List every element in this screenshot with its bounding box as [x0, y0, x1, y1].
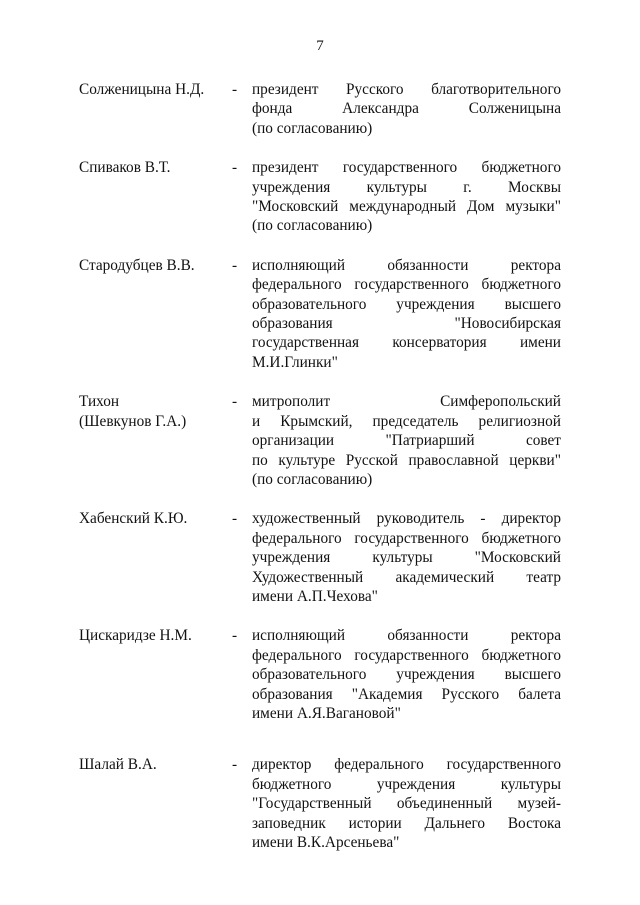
position-line: Художественный академический театр — [252, 568, 561, 586]
member-entry — [79, 626, 561, 723]
position-line: учреждения культуры "Московский — [252, 549, 561, 567]
position-line: бюджетного учреждения культуры — [252, 775, 561, 793]
member-entry — [79, 392, 561, 489]
member-position — [252, 755, 561, 852]
position-line: заповедник истории Дальнего Востока — [252, 814, 561, 832]
position-line: имени В.К.Арсеньева" — [252, 834, 400, 851]
position-line: исполняющий обязанности ректора — [252, 627, 561, 645]
page-number: 7 — [316, 38, 324, 54]
member-name-line: (Шевкунов Г.А.) — [79, 412, 187, 430]
position-line: образования "Академия Русского балета — [252, 685, 561, 703]
position-line: художественный руководитель - директор — [252, 510, 561, 528]
dash-separator: - — [232, 510, 238, 528]
dash-separator: - — [232, 159, 238, 177]
position-line: по культуре Русской православной церкви" — [252, 451, 561, 469]
position-line: фонда Александра Солженицына — [252, 100, 561, 118]
member-name: Шалай В.А. — [79, 756, 157, 774]
position-line: образования "Новосибирская — [252, 315, 561, 333]
position-line: президент государственного бюджетного — [252, 159, 561, 177]
position-line: М.И.Глинки" — [252, 353, 338, 371]
member-name — [79, 392, 232, 489]
member-name: Стародубцев В.В. — [79, 256, 195, 274]
position-line: и Крымский, председатель религиозной — [252, 412, 561, 430]
member-entry — [79, 509, 561, 606]
position-line: (по согласованию) — [252, 470, 373, 488]
position-line: (по согласованию) — [252, 119, 373, 137]
position-line: организации "Патриарший совет — [252, 432, 561, 450]
member-entry — [79, 755, 561, 852]
position-line: федерального государственного бюджетного — [252, 529, 561, 547]
position-line: образовательного учреждения высшего — [252, 666, 561, 684]
member-name: Хабенский К.Ю. — [79, 510, 188, 528]
member-entry — [79, 80, 561, 138]
position-line: имени А.Я.Вагановой" — [252, 704, 401, 722]
dash-separator: - — [232, 627, 238, 645]
position-line: митрополит Симферопольский — [252, 393, 561, 411]
position-line: федерального государственного бюджетного — [252, 276, 561, 294]
member-position — [252, 256, 561, 372]
member-position — [252, 392, 561, 489]
position-line: образовательного учреждения высшего — [252, 295, 561, 313]
member-name: Спиваков В.Т. — [79, 159, 171, 177]
dash-separator: - — [232, 393, 238, 411]
position-line: президент Русского благотворительного — [252, 81, 561, 98]
member-list — [79, 80, 561, 852]
member-position — [252, 80, 561, 138]
position-line: федерального государственного бюджетного — [252, 646, 561, 664]
position-line: (по согласованию) — [252, 217, 373, 235]
dash-separator: - — [232, 81, 238, 98]
member-name: Солженицына Н.Д. — [79, 81, 205, 98]
dash-separator: - — [232, 256, 238, 274]
member-position — [252, 509, 561, 606]
member-position — [252, 626, 561, 723]
position-line: государственная консерватория имени — [252, 334, 561, 352]
position-line: директор федерального государственного — [252, 756, 561, 774]
member-name: Цискаридзе Н.М. — [79, 627, 192, 645]
member-name-line: Тихон — [79, 393, 120, 411]
position-line: "Государственный объединенный музей- — [252, 795, 561, 813]
position-line: исполняющий обязанности ректора — [252, 256, 561, 274]
position-line: имени А.П.Чехова" — [252, 587, 378, 605]
member-entry — [79, 256, 561, 372]
dash-separator: - — [232, 756, 238, 774]
member-entry — [79, 158, 561, 236]
position-line: "Московский международный Дом музыки" — [252, 198, 561, 216]
position-line: учреждения культуры г. Москвы — [252, 178, 561, 196]
member-position — [252, 158, 561, 236]
